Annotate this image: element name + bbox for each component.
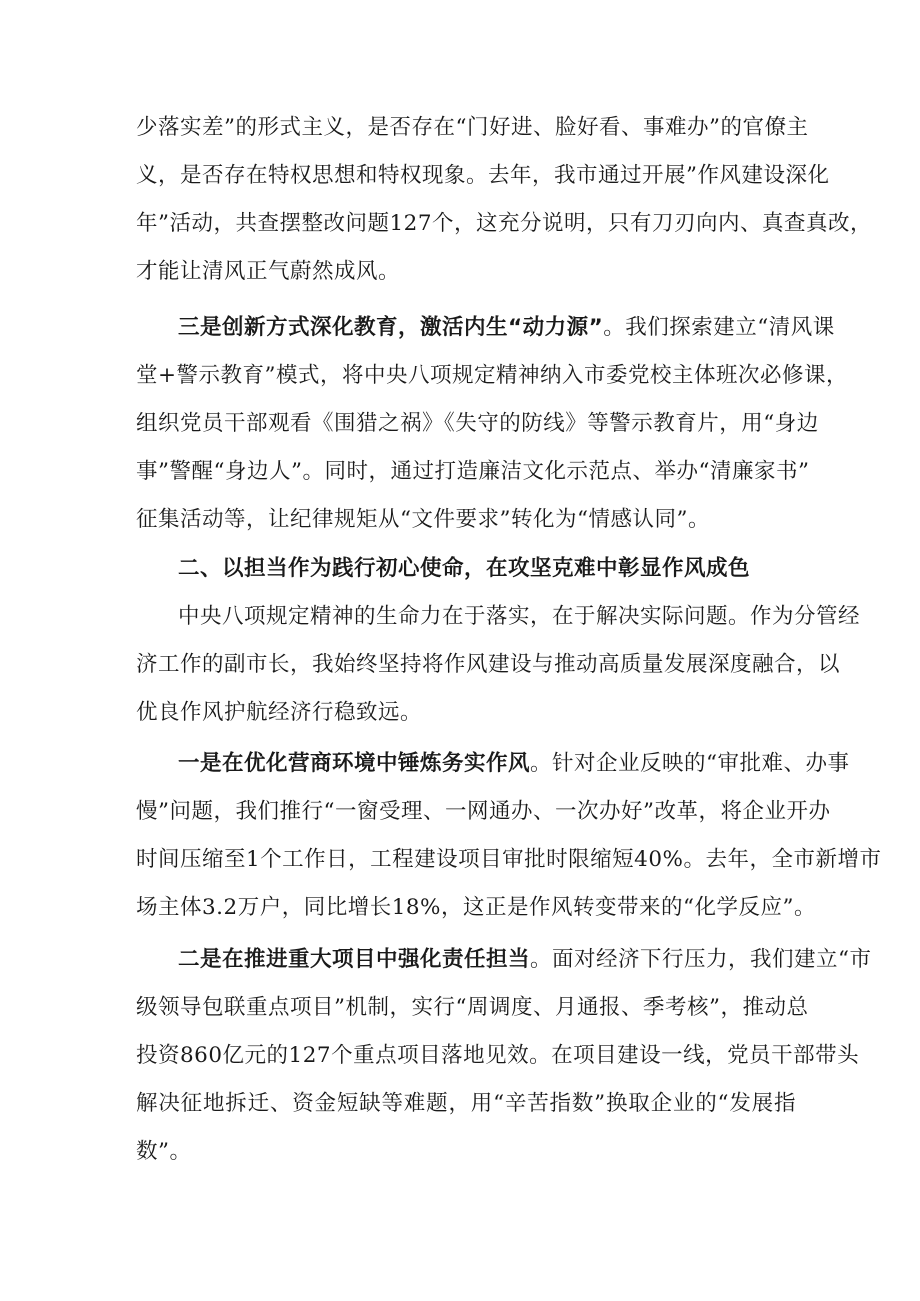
paragraph-line: 事”警醒“身边人”。同时，通过打造廉洁文化示范点、举办“清廉家书”: [136, 459, 810, 484]
paragraph-text: 。面对经济下行压力，我们建立“市: [530, 947, 872, 972]
paragraph-first-line: 中央八项规定精神的生命力在于落实，在于解决实际问题。作为分管经: [178, 604, 861, 629]
paragraph-line: 时间压缩至1个工作日，工程建设项目审批时限缩短40%。去年，全市新增市: [136, 847, 882, 872]
paragraph-line: 优良作风护航经济行稳致远。: [136, 700, 423, 725]
paragraph-text: 。我们探索建立“清风课: [603, 315, 835, 340]
paragraph-line: 投资860亿元的127个重点项目落地见效。在项目建设一线，党员干部带头: [136, 1043, 860, 1068]
paragraph-line: 征集活动等，让纪律规矩从“文件要求”转化为“情感认同”。: [136, 507, 710, 532]
paragraph-line: 济工作的副市长，我始终坚持将作风建设与推动高质量发展深度融合，以: [136, 652, 841, 677]
paragraph-text: 。针对企业反映的“审批难、办事: [530, 751, 850, 776]
paragraph-line: 年”活动，共查摆整改问题127个，这充分说明，只有刀刃向内、真查真改，: [136, 211, 873, 236]
paragraph-line: 级领导包联重点项目”机制，实行“周调度、月通报、季考核”，推动总: [136, 995, 809, 1020]
paragraph-lead-bold: 二是在推进重大项目中强化责任担当: [178, 947, 531, 972]
paragraph-line: 义，是否存在特权思想和特权现象。去年，我市通过开展”作风建设深化: [136, 163, 830, 188]
paragraph-line: 场主体3.2万户，同比增长18%，这正是作风转变带来的“化学反应”。: [136, 895, 816, 920]
paragraph-line: 少落实差”的形式主义，是否存在“门好进、脸好看、事难办”的官僚主: [136, 115, 809, 140]
paragraph-first-line: [178, 314, 835, 342]
section-heading: 二、以担当作为践行初心使命，在攻坚克难中彰显作风成色: [178, 556, 751, 581]
paragraph-line: 数”。: [136, 1139, 192, 1164]
paragraph-line: 慢”问题，我们推行“一窗受理、一网通办、一次办好”改革，将企业开办: [136, 799, 831, 824]
paragraph-line: 解决征地拆迁、资金短缺等难题，用“辛苦指数”换取企业的“发展指: [136, 1091, 796, 1116]
paragraph-first-line: [178, 946, 872, 974]
paragraph-line: 才能让清风正气蔚然成风。: [136, 259, 401, 284]
paragraph-first-line: [178, 750, 850, 778]
paragraph-lead-bold: 一是在优化营商环境中锤炼务实作风: [178, 751, 531, 776]
paragraph-lead-bold: 三是创新方式深化教育，激活内生“动力源”: [178, 315, 604, 340]
paragraph-line: 组织党员干部观看《围猎之祸》《失守的防线》等警示教育片，用“身边: [136, 411, 819, 436]
paragraph-line: 堂+警示教育”模式，将中央八项规定精神纳入市委党校主体班次必修课，: [136, 363, 849, 388]
